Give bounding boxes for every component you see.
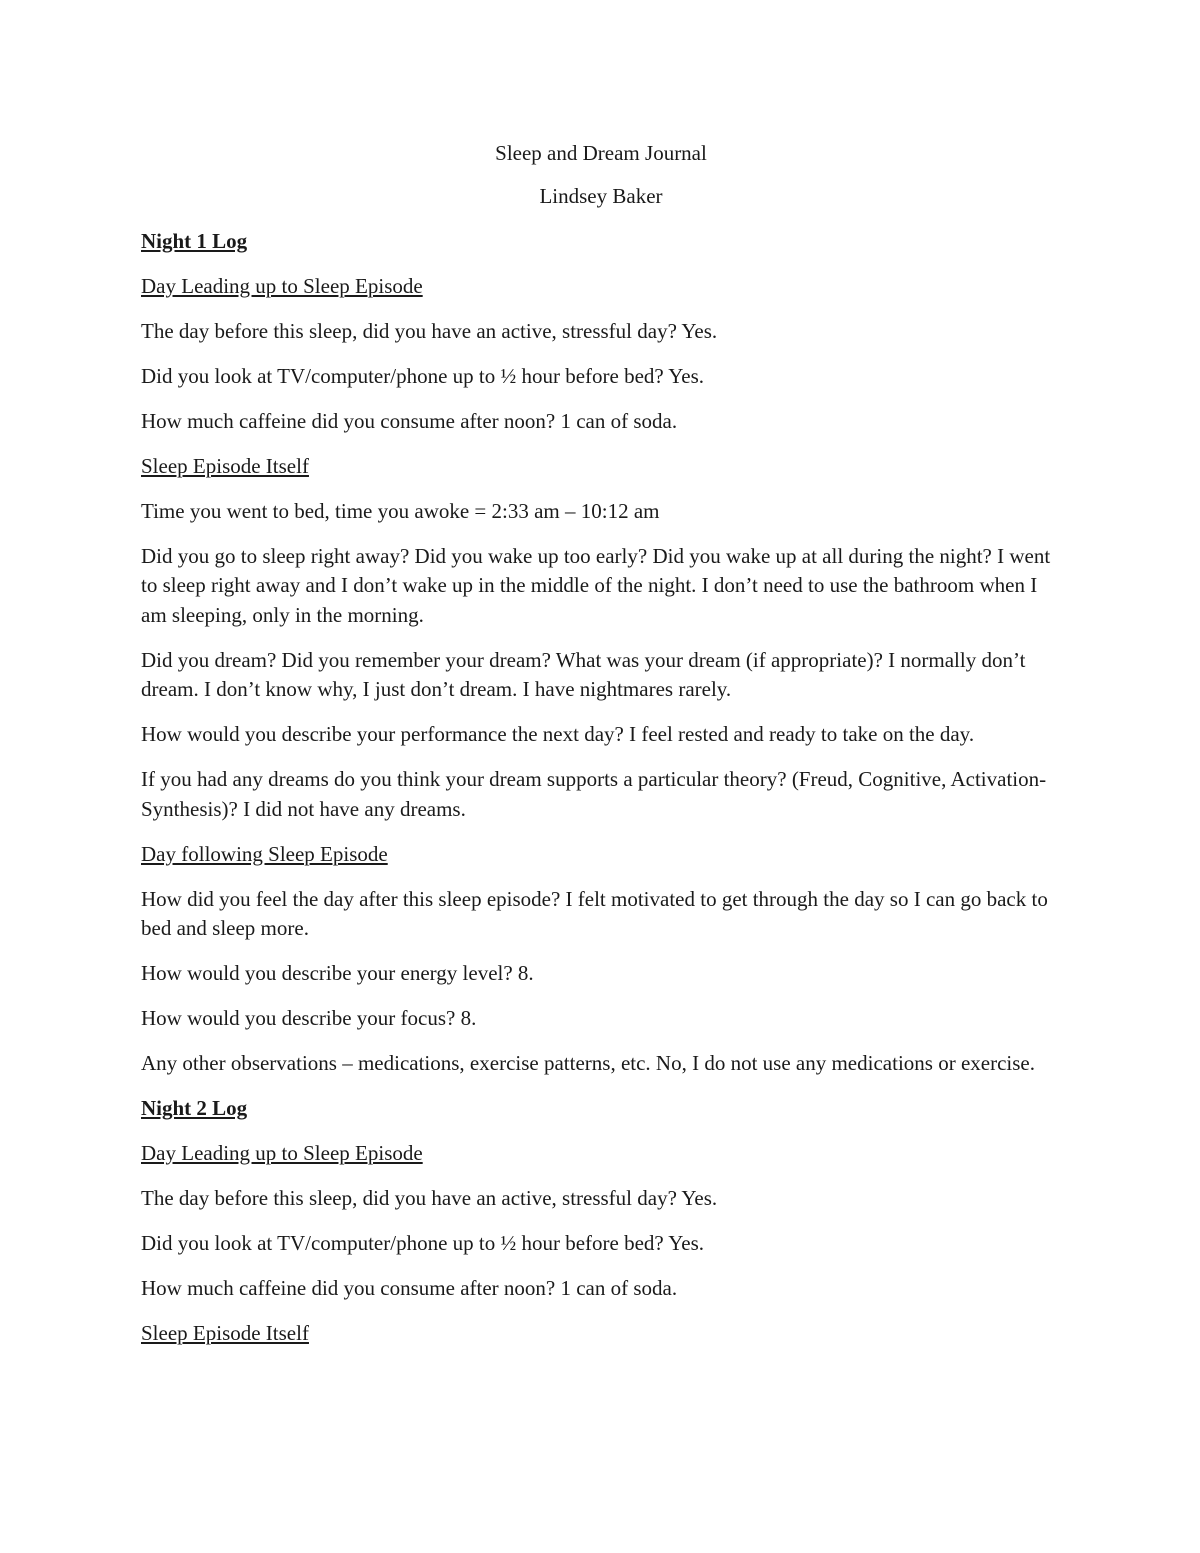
night-1-episode-q1: Time you went to bed, time you awoke = 2:33 am – 10:12 am [141,498,660,523]
night-2-before-q1: The day before this sleep, did you have an active, stressful day? Yes. [141,1186,718,1210]
night-1-before-q3: How much caffeine did you consume after noon? 1 can of soda. [141,408,678,433]
document-body [141,139,1061,1364]
night-1-episode-q4: How would you describe your performance the next day? I feel rested and ready to take on the day. [141,722,975,746]
night-1-episode-q5: If you had any dreams do you think your dream supports a particular theory? (Freud, Cognitive, Activation-Synthesis)? I did not have any dreams. [141,767,1047,821]
night-1-episode-heading: Sleep Episode Itself [141,453,309,478]
night-1-episode-q3: Did you dream? Did you remember your dream? What was your dream (if appropriate)? I normally don’t dream. I don’t know why, I just don’t dream. I have nightmares rarely. [141,647,1026,701]
night-2-episode-heading: Sleep Episode Itself [141,1321,309,1345]
night-1-after-q2: How would you describe your energy level? 8. [141,961,534,985]
night-2-before-q3: How much caffeine did you consume after noon? 1 can of soda. [141,1276,678,1300]
night-1-after-q3: How would you describe your focus? 8. [141,1006,477,1030]
night-1-before-heading: Day Leading up to Sleep Episode [141,273,423,298]
document-title: Sleep and Dream Journal [495,141,707,165]
night-1-after-q4: Any other observations – medications, exercise patterns, etc. No, I do not use any medications or exercise. [141,1051,1035,1075]
night-1-before-q1: The day before this sleep, did you have an active, stressful day? Yes. [141,318,718,343]
night-1-episode-q2: Did you go to sleep right away? Did you wake up too early? Did you wake up at all during the night? I went to sleep right away and I don’t wake up in the middle of the night. I don’t need to use the bathroom when I am sleeping, only in the morning. [141,543,1051,627]
night-1-after-q1: How did you feel the day after this sleep episode? I felt motivated to get through the day so I can go back to bed and sleep more. [141,886,1048,940]
night-1-heading: Night 1 Log [141,228,248,253]
night-1-after-heading: Day following Sleep Episode [141,841,388,866]
night-2-before-heading: Day Leading up to Sleep Episode [141,1141,423,1165]
night-1-before-q2: Did you look at TV/computer/phone up to ½ hour before bed? Yes. [141,363,705,388]
night-2-before-q2: Did you look at TV/computer/phone up to ½ hour before bed? Yes. [141,1231,705,1255]
night-2-heading: Night 2 Log [141,1096,248,1120]
document-author: Lindsey Baker [539,184,663,208]
